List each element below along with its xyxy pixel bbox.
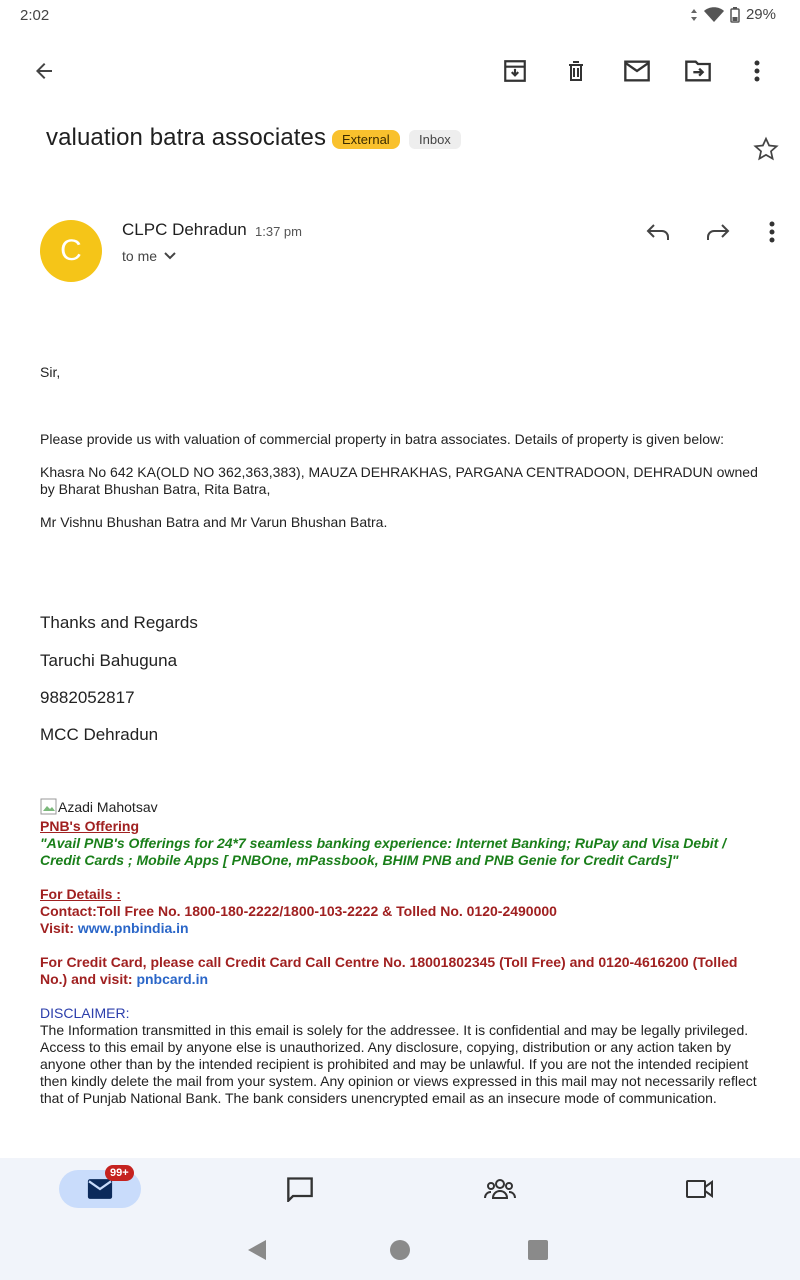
mail-icon	[86, 1178, 114, 1200]
archive-icon	[502, 58, 528, 84]
status-icons	[690, 6, 776, 23]
unread-count-badge: 99+	[105, 1165, 134, 1181]
contact-text: Contact:Toll Free No. 1800-180-2222/1800-103-2222 & Tolled No. 0120-2490000	[40, 903, 557, 919]
external-label: External	[332, 130, 400, 149]
status-bar	[0, 0, 800, 32]
offering-title: PNB's Offering	[40, 818, 140, 834]
pnbindia-link[interactable]: www.pnbindia.in	[77, 920, 189, 936]
battery-icon	[730, 7, 740, 23]
star-button[interactable]	[753, 136, 779, 167]
nav-spaces[interactable]	[459, 1170, 541, 1208]
meet-icon	[685, 1178, 715, 1200]
forward-icon	[705, 222, 731, 242]
more-options-button[interactable]	[733, 46, 781, 96]
credit-card-text: For Credit Card, please call Credit Card Call Centre No. 18001802345 (Toll Free) and 0120-4616200 (Tolled No.) and visit:	[40, 954, 738, 987]
disclaimer-title: DISCLAIMER:	[40, 1005, 130, 1021]
subject-row	[46, 124, 786, 164]
chevron-down-icon	[163, 251, 177, 261]
archive-button[interactable]	[491, 46, 539, 96]
visit-label: Visit:	[40, 920, 78, 936]
signal-arrows-icon	[690, 8, 698, 22]
chat-icon	[286, 1176, 314, 1202]
body-paragraph-2: Khasra No 642 KA(OLD NO 362,363,383), MAUZA DEHRAKHAS, PARGANA CENTRADOON, DEHRADUN owned by Bharat Bhushan Batra, Rita Batra,	[40, 464, 758, 497]
recipient-details-toggle[interactable]	[122, 248, 177, 264]
credit-card-line	[40, 954, 762, 988]
body-paragraph-3: Mr Vishnu Bhushan Batra and Mr Varun Bhushan Batra.	[40, 514, 388, 530]
reply-button[interactable]	[638, 218, 678, 246]
inbox-label[interactable]: Inbox	[409, 130, 461, 149]
signature-closing: Thanks and Regards	[40, 613, 198, 632]
more-vert-icon	[754, 60, 760, 82]
signature-phone: 9882052817	[40, 688, 135, 707]
system-navigation	[0, 1230, 800, 1270]
email-toolbar	[0, 46, 800, 96]
signature-org: MCC Dehradun	[40, 725, 159, 744]
avatar[interactable]: C	[40, 220, 102, 282]
delete-button[interactable]	[552, 46, 600, 96]
system-recents-button[interactable]	[526, 1238, 550, 1262]
banner-alt-text: Azadi Mahotsav	[58, 798, 158, 815]
sender-name: CLPC Dehradun	[122, 220, 247, 239]
nav-chat[interactable]	[259, 1170, 341, 1208]
more-vert-icon	[769, 221, 775, 243]
system-back-button[interactable]	[246, 1238, 270, 1262]
spaces-icon	[484, 1177, 516, 1201]
move-to-folder-icon	[684, 59, 712, 83]
banner-image	[40, 798, 762, 816]
forward-button[interactable]	[698, 218, 738, 246]
disclaimer-text: The Information transmitted in this email is solely for the addressee. It is confidential and may be legally privileged. Access to this email by anyone else is unauthorized. Any disclosure, copying, distribution or any action taken by anyone other than by the intended recipient is prohibited and may be unlawful. If you are not the intended recipient then kindly delete the mail from your system. Any opinion or views expressed in this mail may not necessarily reflect that of Punjab National Bank. The bank considers unencrypted email as an insecure mode of communication.	[40, 1022, 757, 1106]
body-paragraph-1: Please provide us with valuation of commercial property in batra associates. Details of property is given below:	[40, 431, 724, 447]
move-to-button[interactable]	[674, 46, 722, 96]
square-recents-icon	[526, 1238, 550, 1262]
battery-level: 29%	[745, 6, 776, 23]
message-more-button[interactable]	[752, 218, 792, 246]
mark-unread-button[interactable]	[613, 46, 661, 96]
recipient-label: to me	[122, 248, 158, 264]
star-outline-icon	[753, 136, 779, 162]
mail-icon	[623, 59, 651, 83]
offering-text: "Avail PNB's Offerings for 24*7 seamless banking experience: Internet Banking; RuPay and Visa Debit / Credit Cards ; Mobile Apps [ PNBOne, mPassbook, BHIM PNB and PNB Genie for Credit Cards]"	[40, 835, 727, 868]
arrow-back-icon	[32, 59, 56, 83]
system-home-button[interactable]	[388, 1238, 412, 1262]
back-button[interactable]	[20, 46, 68, 96]
signature-name: Taruchi Bahuguna	[40, 651, 178, 670]
sender-row	[40, 218, 780, 284]
broken-image-icon	[40, 798, 58, 816]
bottom-navigation	[0, 1158, 800, 1280]
triangle-back-icon	[246, 1238, 270, 1262]
sent-time: 1:37 pm	[255, 224, 302, 239]
trash-icon	[564, 58, 588, 84]
visit-line	[40, 920, 762, 937]
wifi-icon	[704, 7, 724, 23]
email-subject: valuation batra associates	[46, 124, 327, 151]
reply-icon	[645, 222, 671, 242]
nav-meet[interactable]	[659, 1170, 741, 1208]
pnbcard-link[interactable]: pnbcard.in	[136, 971, 209, 987]
greeting: Sir,	[40, 364, 61, 380]
nav-mail[interactable]	[59, 1167, 141, 1208]
status-time: 2:02	[20, 7, 50, 24]
details-title: For Details :	[40, 886, 121, 902]
circle-home-icon	[388, 1238, 412, 1262]
